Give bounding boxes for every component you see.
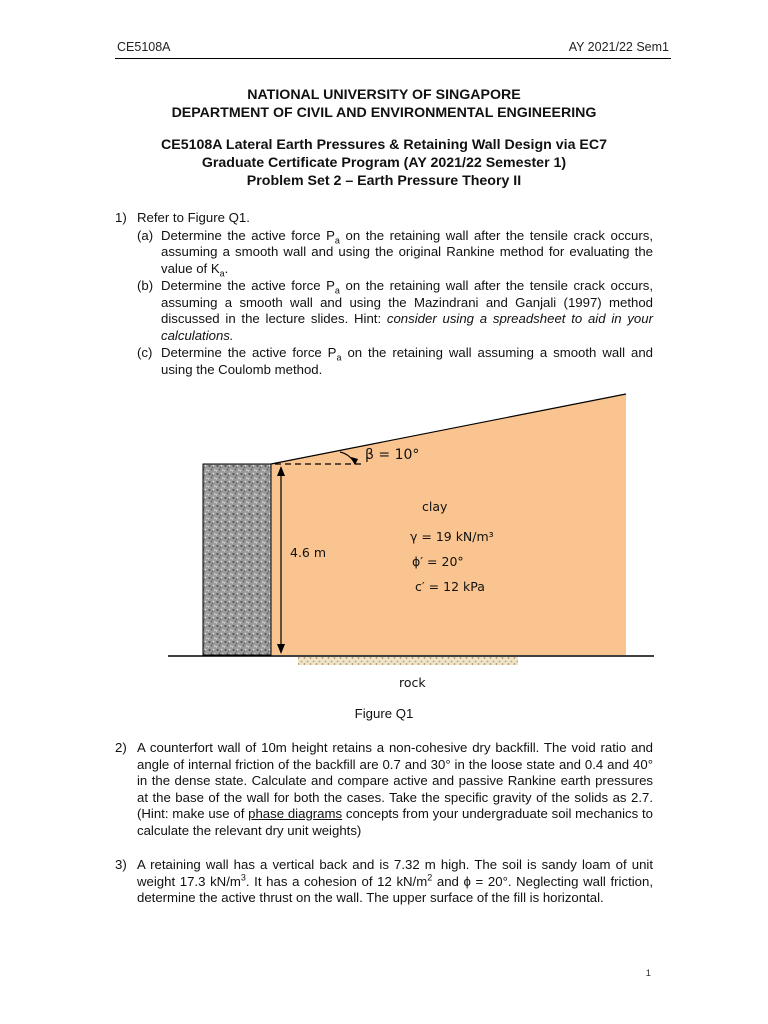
beta-label: β = 10° bbox=[365, 447, 420, 463]
question-2 bbox=[115, 740, 653, 839]
text-run: concepts from your undergraduate soil mechanics to calculate the relevant dry unit weights) bbox=[137, 806, 653, 838]
superscript: 2 bbox=[427, 872, 433, 883]
cohesion-label: c′ = 12 kPa bbox=[415, 579, 485, 594]
text-run: and ϕ = 20°. Neglecting wall friction, determine the active thrust on the wall. The upper surface of the fill is horizontal. bbox=[137, 873, 653, 905]
question-intro: Refer to Figure Q1. bbox=[137, 210, 250, 225]
header-course-code: CE5108A bbox=[117, 40, 171, 54]
department-name: DEPARTMENT OF CIVIL AND ENVIRONMENTAL ENGINEERING bbox=[171, 105, 597, 121]
rock-foundation bbox=[298, 657, 518, 665]
unit-weight-label: γ = 19 kN/m³ bbox=[410, 529, 494, 544]
phase-diagrams-link[interactable]: phase diagrams bbox=[248, 806, 343, 821]
subquestion-label: (a) bbox=[137, 227, 154, 243]
text-run: Determine the active force P bbox=[161, 345, 337, 360]
text-run: on the retaining wall assuming a smooth wall and using the Coulomb method. bbox=[161, 345, 653, 377]
subquestion-label: (c) bbox=[137, 345, 153, 360]
course-title: CE5108A Lateral Earth Pressures & Retaining Wall Design via EC7 bbox=[160, 137, 608, 153]
university-name: NATIONAL UNIVERSITY OF SINGAPORE bbox=[247, 87, 521, 103]
text-run: A counterfort wall of 10m height retains a non-cohesive dry backfill. The void ratio and angle of internal friction of the backfill are 0.7 and 30° in the loose state and 0.4 and 40° in the dense state. Calculate and compare active and passive Rankine earth pressures at the base of the wall for both the cases. Take the specific gravity of the solids as 2.7. (Hint: make use of bbox=[137, 740, 653, 821]
question-number: 1) bbox=[115, 210, 127, 225]
subquestion-label: (b) bbox=[137, 278, 154, 293]
text-run: Determine the active force P bbox=[161, 278, 335, 293]
subscript: a bbox=[334, 285, 340, 296]
hint-text: consider using a spreadsheet to aid in your calculations. bbox=[161, 311, 653, 343]
subscript: a bbox=[219, 268, 225, 279]
retaining-wall bbox=[203, 464, 271, 655]
text-run: . It has a cohesion of 12 kN/m bbox=[245, 873, 428, 889]
text-run: . bbox=[224, 260, 229, 276]
text-run: A retaining wall has a vertical back and is 7.32 m high. The soil is sandy loam of unit weight 17.3 kN/m bbox=[137, 857, 653, 889]
soil-label: clay bbox=[422, 499, 448, 514]
question-number: 3) bbox=[115, 857, 127, 872]
question-3 bbox=[115, 857, 653, 907]
page-number: 1 bbox=[645, 968, 651, 979]
text-run: Determine the active force P bbox=[161, 227, 335, 243]
problem-set-title: Problem Set 2 – Earth Pressure Theory II bbox=[246, 173, 522, 189]
text-run: on the retaining wall after the tensile crack occurs, assuming a smooth wall and using the original Rankine method for evaluating the value of K bbox=[161, 227, 653, 276]
program-title: Graduate Certificate Program (AY 2021/22 Semester 1) bbox=[201, 155, 567, 171]
friction-angle-label: ϕ′ = 20° bbox=[412, 554, 464, 569]
height-label: 4.6 m bbox=[290, 545, 327, 560]
rock-label: rock bbox=[399, 675, 426, 690]
figure-caption: Figure Q1 bbox=[354, 706, 414, 721]
subscript: a bbox=[336, 352, 342, 363]
text-run: on the retaining wall after the tensile crack occurs, assuming a smooth wall and using the Mazindrani and Ganjali (1997) method discussed in the lecture slides. Hint: bbox=[161, 278, 653, 326]
subscript: a bbox=[334, 235, 340, 246]
question-number: 2) bbox=[115, 740, 127, 755]
header-semester: AY 2021/22 Sem1 bbox=[568, 40, 669, 54]
clay-backfill bbox=[271, 394, 626, 655]
superscript: 3 bbox=[240, 872, 246, 883]
